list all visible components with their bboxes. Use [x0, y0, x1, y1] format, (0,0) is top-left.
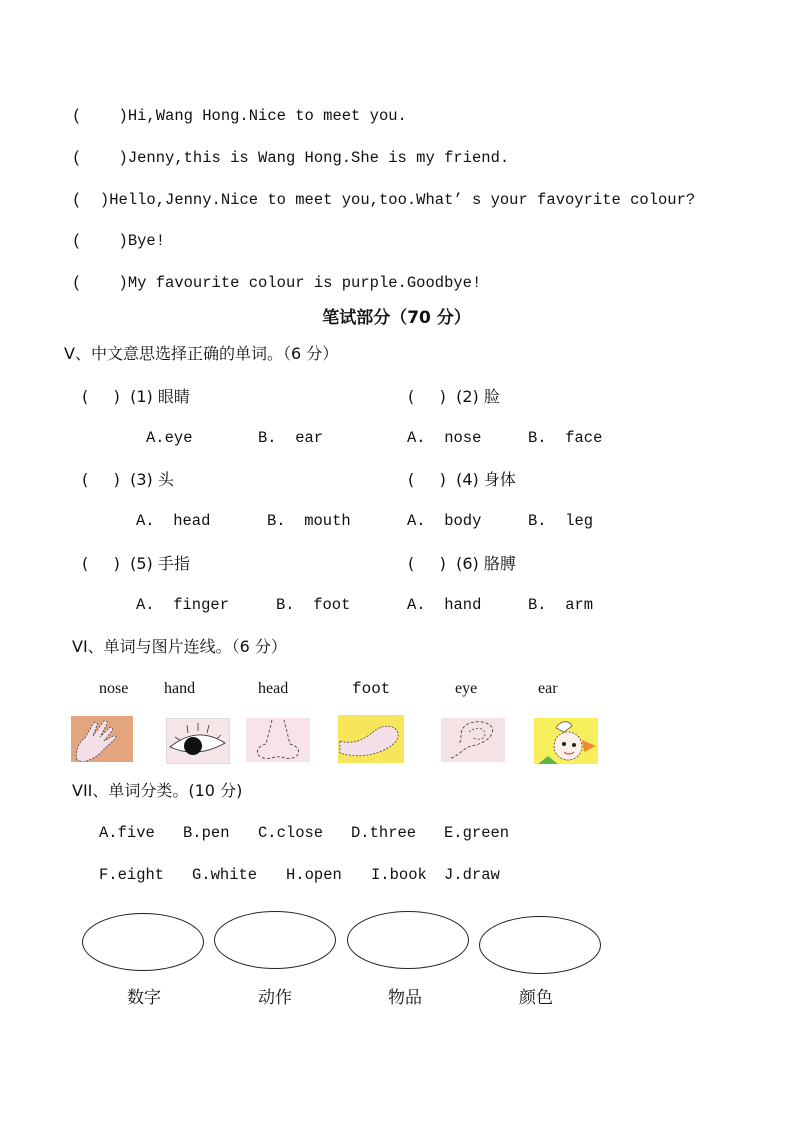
answer-blank[interactable]: ( ) — [408, 470, 446, 489]
question-5 — [82, 556, 190, 572]
chinese-word: 眼睛 — [157, 387, 190, 406]
category-label: 颜色 — [519, 988, 553, 1008]
section6-heading: VI、单词与图片连线。（6 分） — [72, 637, 287, 656]
dialogue-text: Bye! — [127, 232, 166, 250]
eye-icon — [167, 719, 229, 763]
head-picture[interactable] — [534, 718, 598, 764]
question-number: (6) — [456, 554, 479, 573]
chinese-word: 胳膊 — [483, 554, 516, 573]
option-b: B. ear — [258, 429, 324, 447]
written-part-title: 笔试部分（70 分） — [322, 308, 471, 328]
option-a: A. head — [136, 512, 211, 530]
answer-blank[interactable]: ( ) — [82, 387, 120, 406]
option-b: B. leg — [528, 512, 594, 530]
nose-icon — [246, 718, 310, 762]
dialogue-item — [72, 109, 407, 125]
question-4 — [408, 472, 516, 488]
chinese-word: 身体 — [483, 470, 516, 489]
option-b: B. face — [528, 429, 603, 447]
chinese-word: 脸 — [483, 387, 500, 406]
word-option: A.five — [99, 824, 155, 842]
option-b: B. foot — [276, 596, 351, 614]
word-option: J.draw — [444, 866, 500, 884]
dialogue-text: My favourite colour is purple.Goodbye! — [127, 274, 482, 292]
option-a: A. body — [407, 512, 482, 530]
word-option: C.close — [258, 824, 324, 842]
dialogue-item — [72, 276, 481, 292]
category-label: 数字 — [127, 988, 161, 1008]
word-option: B.pen — [183, 824, 230, 842]
hand-icon — [71, 716, 133, 762]
word-option: F.eight — [99, 866, 165, 884]
ear-icon — [441, 718, 505, 762]
section7-heading: VII、单词分类。(10 分) — [72, 781, 243, 800]
match-word[interactable]: foot — [352, 680, 391, 698]
nose-picture[interactable] — [246, 718, 310, 762]
category-label: 动作 — [258, 988, 292, 1008]
option-a: A. finger — [136, 596, 230, 614]
word-option: D.three — [351, 824, 417, 842]
answer-blank[interactable]: ( ) — [72, 232, 128, 250]
option-a: A.eye — [146, 429, 193, 447]
word-option: I.book — [371, 866, 427, 884]
question-3 — [82, 472, 174, 488]
answer-blank[interactable]: ( ) — [408, 387, 446, 406]
foot-icon — [338, 715, 404, 763]
ear-picture[interactable] — [441, 718, 505, 762]
word-option: E.green — [444, 824, 510, 842]
head-icon — [534, 718, 598, 764]
question-number: (1) — [130, 387, 153, 406]
hand-picture[interactable] — [71, 716, 133, 762]
match-word[interactable]: ear — [538, 680, 558, 697]
dialogue-text: Jenny,this is Wang Hong.She is my friend. — [127, 149, 510, 167]
match-word[interactable]: eye — [455, 680, 478, 697]
eye-picture[interactable] — [166, 718, 230, 764]
question-number: (5) — [130, 554, 153, 573]
word-option: H.open — [286, 866, 342, 884]
question-2 — [408, 389, 500, 405]
answer-oval-colors[interactable] — [479, 916, 601, 974]
chinese-word: 手指 — [157, 554, 190, 573]
option-b: B. mouth — [267, 512, 351, 530]
question-number: (3) — [130, 470, 153, 489]
answer-blank[interactable]: ( ) — [82, 554, 120, 573]
answer-blank[interactable]: ( ) — [72, 191, 110, 209]
answer-oval-actions[interactable] — [214, 911, 336, 969]
option-b: B. arm — [528, 596, 594, 614]
question-number: (4) — [456, 470, 479, 489]
answer-blank[interactable]: ( ) — [408, 554, 446, 573]
category-label: 物品 — [388, 988, 422, 1008]
dialogue-text: Hello,Jenny.Nice to meet you,too.What’ s your favoyrite colour? — [109, 191, 696, 209]
answer-oval-objects[interactable] — [347, 911, 469, 969]
answer-blank[interactable]: ( ) — [72, 107, 128, 125]
question-6 — [408, 556, 516, 572]
question-number: (2) — [456, 387, 479, 406]
answer-blank[interactable]: ( ) — [82, 470, 120, 489]
answer-oval-numbers[interactable] — [82, 913, 204, 971]
word-option: G.white — [192, 866, 258, 884]
option-a: A. hand — [407, 596, 482, 614]
dialogue-item — [72, 193, 695, 209]
match-word[interactable]: nose — [99, 680, 129, 697]
section5-heading: V、中文意思选择正确的单词。（6 分） — [64, 344, 339, 363]
chinese-word: 头 — [157, 470, 174, 489]
question-1 — [82, 389, 190, 405]
answer-blank[interactable]: ( ) — [72, 274, 128, 292]
match-word[interactable]: head — [258, 680, 289, 697]
option-a: A. nose — [407, 429, 482, 447]
dialogue-item — [72, 234, 165, 250]
answer-blank[interactable]: ( ) — [72, 149, 128, 167]
foot-picture[interactable] — [338, 715, 404, 763]
match-word[interactable]: hand — [164, 680, 196, 697]
dialogue-text: Hi,Wang Hong.Nice to meet you. — [127, 107, 407, 125]
dialogue-item — [72, 151, 509, 167]
